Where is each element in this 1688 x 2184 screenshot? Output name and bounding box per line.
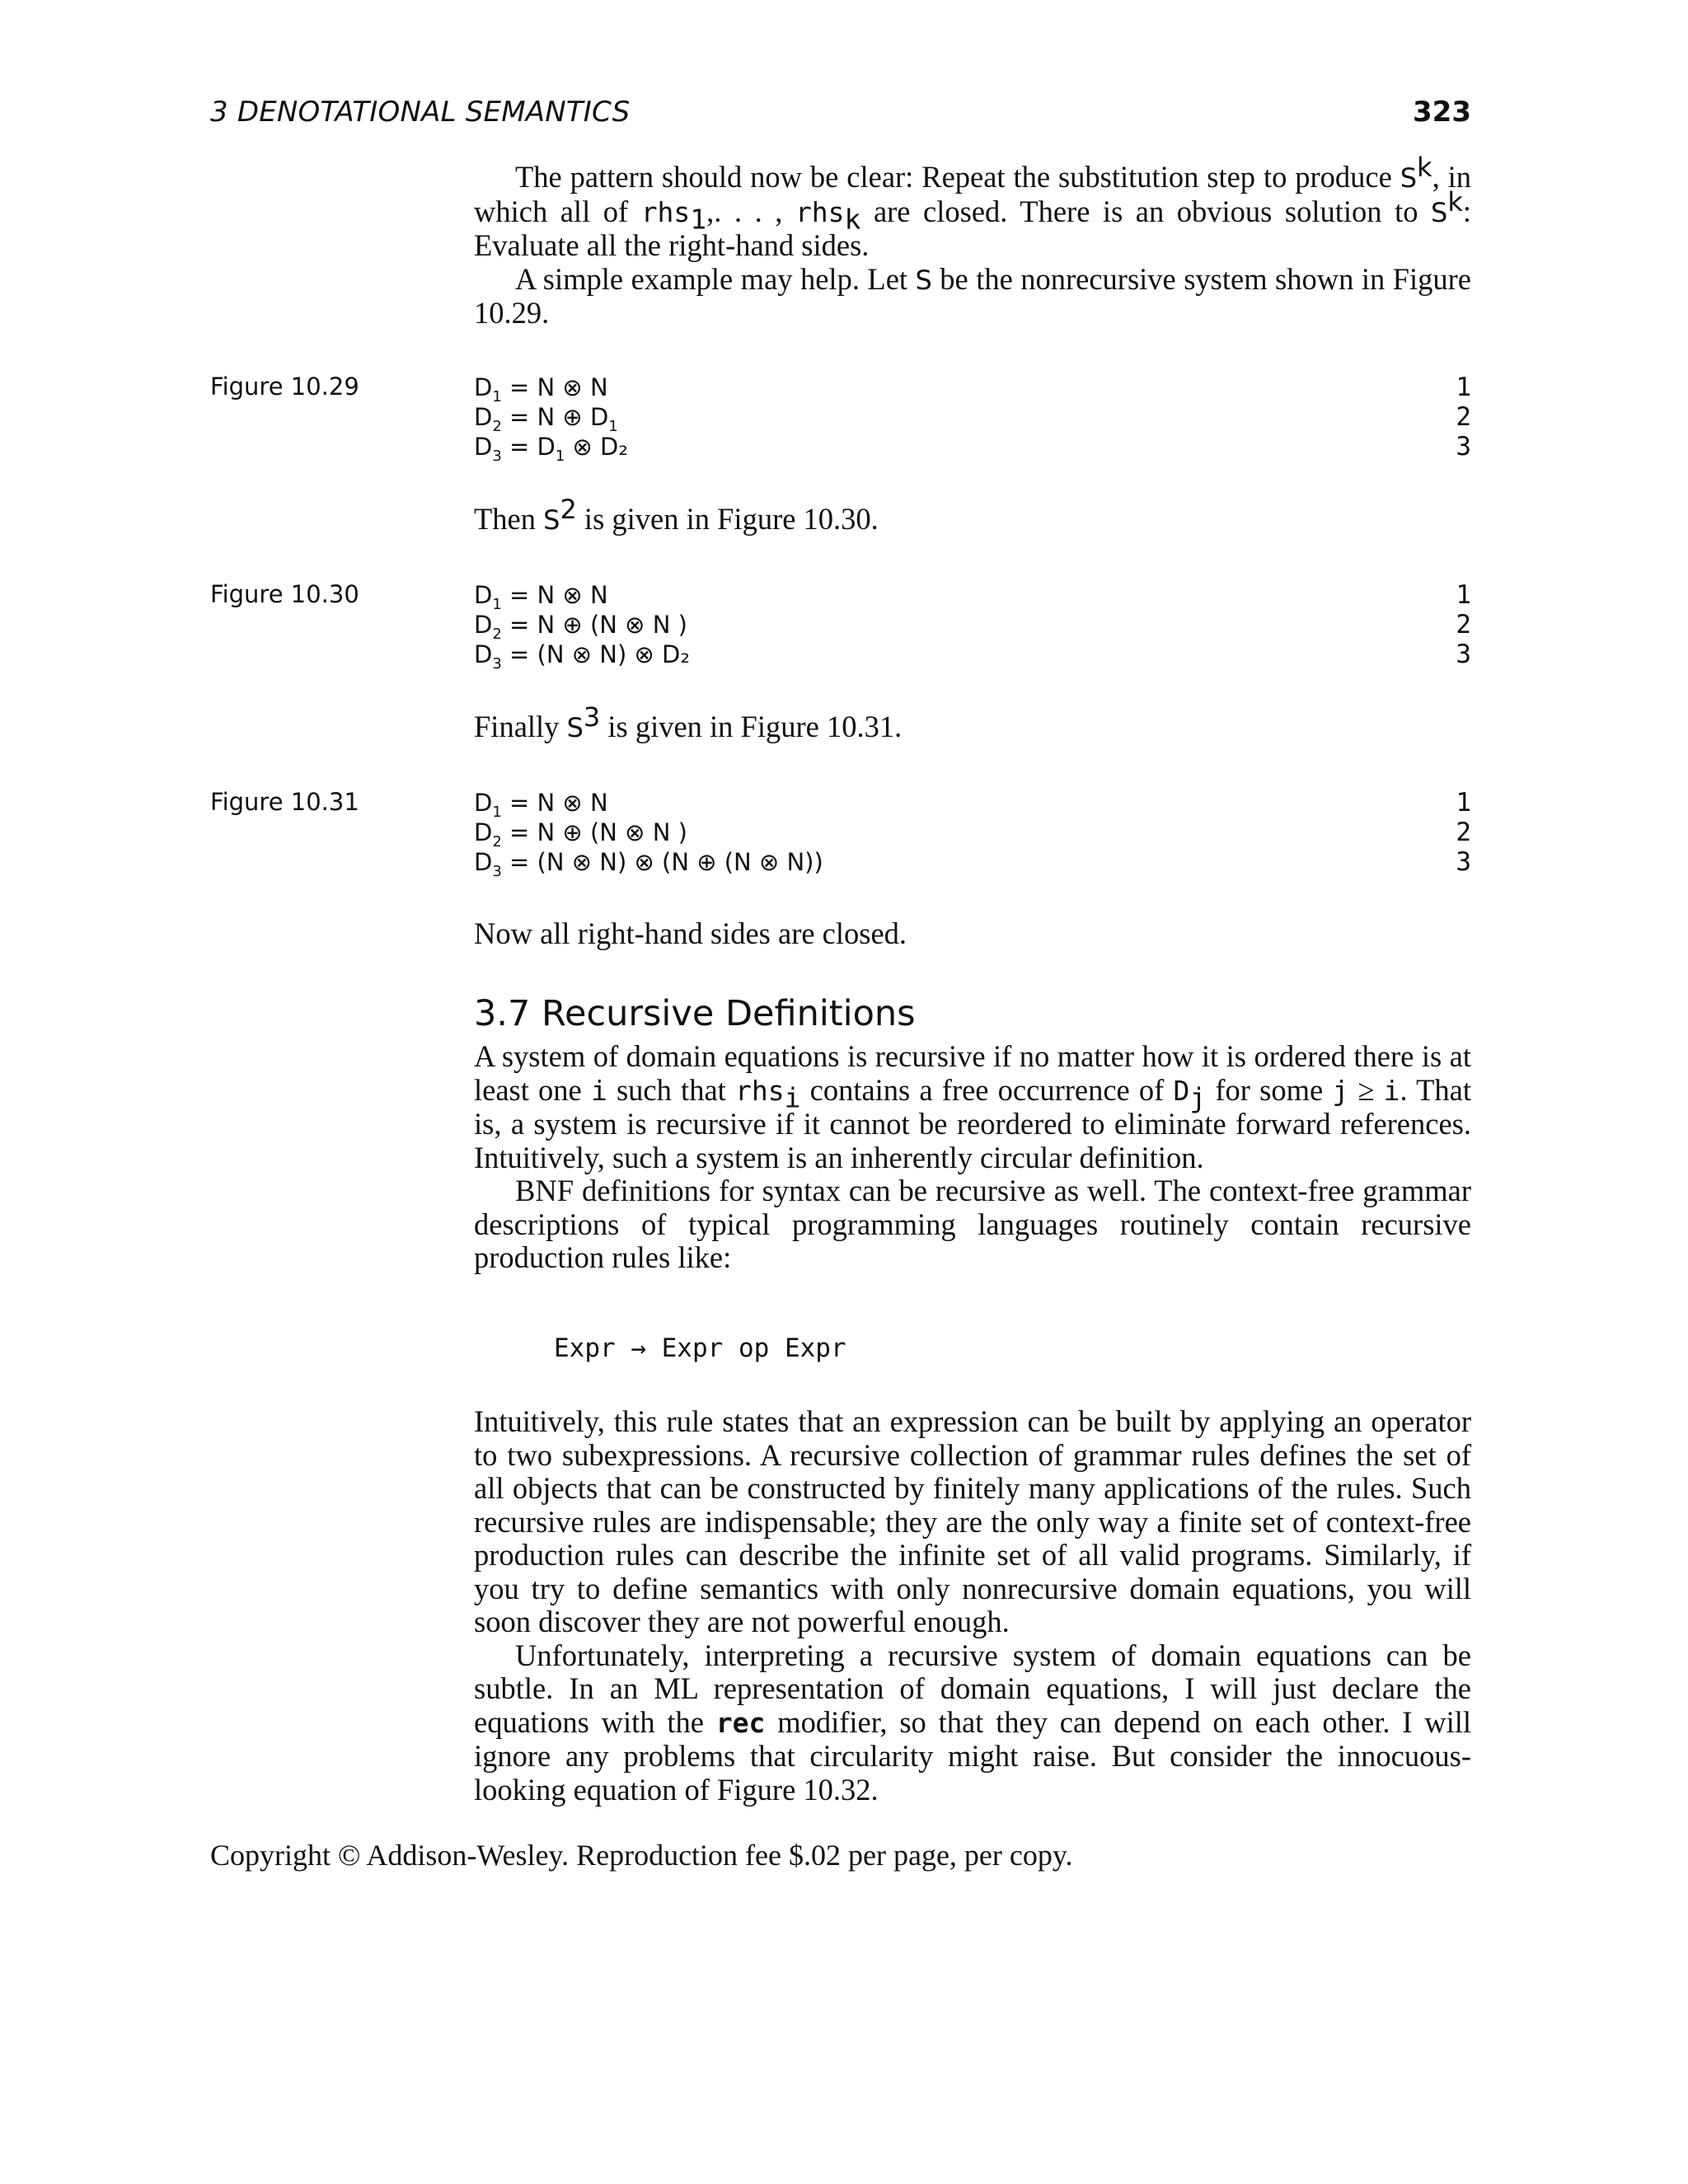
paragraph: Now all right-hand sides are closed. [474,916,907,950]
line-number: 1 [1456,580,1471,610]
paragraph: A simple example may help. Let S be the nonrecursive system shown in Figure 10.29. [474,261,1471,330]
line-number: 3 [1456,640,1471,669]
line-number: 2 [1456,818,1471,847]
equation-row: $D_3 = (N$ ⊗ N) ⊗ D₂ 3 [474,640,1471,673]
copyright-footer: Copyright © Addison-Wesley. Reproduction fee $.02 per page, per copy. [210,1839,1073,1872]
paragraph: A system of domain equations is recursive if no matter how it is ordered there is at least one i such that rhs$_i$ contains a free occurrence of $D_j$ for some j ≥ i. That is, a system is recursive if it cannot be reordered to eliminate forward references. Intuitively, such a system is an inherently circular definition. [474,1039,1472,1174]
paragraph: Finally $S^3$ is given in Figure 10.31. [474,701,903,743]
figure-10-29 [474,373,1471,465]
figure-label: Figure 10.30 [210,580,359,608]
then-text [474,493,1471,537]
section-body [474,1040,1471,1275]
figure-label: Figure 10.31 [210,788,359,816]
paragraph: The pattern should now be clear: Repeat the substitution step to produce $S^k$, in which all of rhs$_1$,. . . , rhs$_k$ are closed. There is an obvious solution to $S^k$: Evaluate all the right-hand sides. [474,151,1471,262]
equation-row: $D_1 = N$ ⊗ N 1 [474,580,1471,613]
line-number: 2 [1456,610,1471,640]
equation-row: $D_1 = N$ ⊗ N 1 [474,373,1471,405]
equation-row: $D_2 = N$ ⊕ $D_1$ 2 [474,402,1471,435]
paragraph: Unfortunately, interpreting a recursive system of domain equations can be subtle. In an ML representation of domain equations, I will just declare the equations with the rec modifier, so that they can depend on each other. I will ignore any problems that circularity might raise. But consider the innocuous-looking equation of Figure 10.32. [474,1638,1472,1807]
line-number: 2 [1456,402,1471,432]
code-example: Expr → Expr op Expr [554,1333,846,1363]
figure-label: Figure 10.29 [210,373,359,401]
closed-text [474,917,1471,951]
chapter-title: 3 DENOTATIONAL SEMANTICS [210,96,631,129]
paragraph: Then $S^2$ is given in Figure 10.30. [474,493,879,536]
equation-row: $D_1 = N$ ⊗ N 1 [474,788,1471,821]
equation-row: $D_2 = N$ ⊕ (N ⊗ N ) 2 [474,610,1471,643]
line-number: 1 [1456,373,1471,402]
intro-text [474,151,1471,330]
line-number: 1 [1456,788,1471,818]
section-heading: 3.7 Recursive Definitions [474,993,916,1034]
paragraph: BNF definitions for syntax can be recursive as well. The context-free grammar descriptions of typical programming languages routinely contain recursive production rules like: [474,1174,1471,1274]
equation-row: $D_3 = (N$ ⊗ N) ⊗ (N ⊕ (N ⊗ N)) 3 [474,847,1471,880]
equation-row: $D_3 = D_1$ ⊗ D₂ 3 [474,432,1471,465]
paragraph: Intuitively, this rule states that an expression can be built by applying an operator to two subexpressions. A recursive collection of grammar rules defines the set of all objects that can be constructed by finitely many applications of the rules. Such recursive rules are indispensable; they are the only way a finite set of context-free production rules can describe the infinite set of all valid programs. Similarly, if you try to define semantics with only nonrecursive domain equations, you will soon discover they are not powerful enough. [474,1404,1471,1638]
line-number: 3 [1456,432,1471,462]
equation-row: $D_2 = N$ ⊕ (N ⊗ N ) 2 [474,818,1471,851]
page-number: 323 [1413,96,1471,129]
running-head [210,92,1471,134]
finally-text [474,701,1471,745]
figure-10-30 [474,580,1471,673]
section-body-continued [474,1405,1471,1807]
figure-10-31 [474,788,1471,880]
line-number: 3 [1456,847,1471,877]
